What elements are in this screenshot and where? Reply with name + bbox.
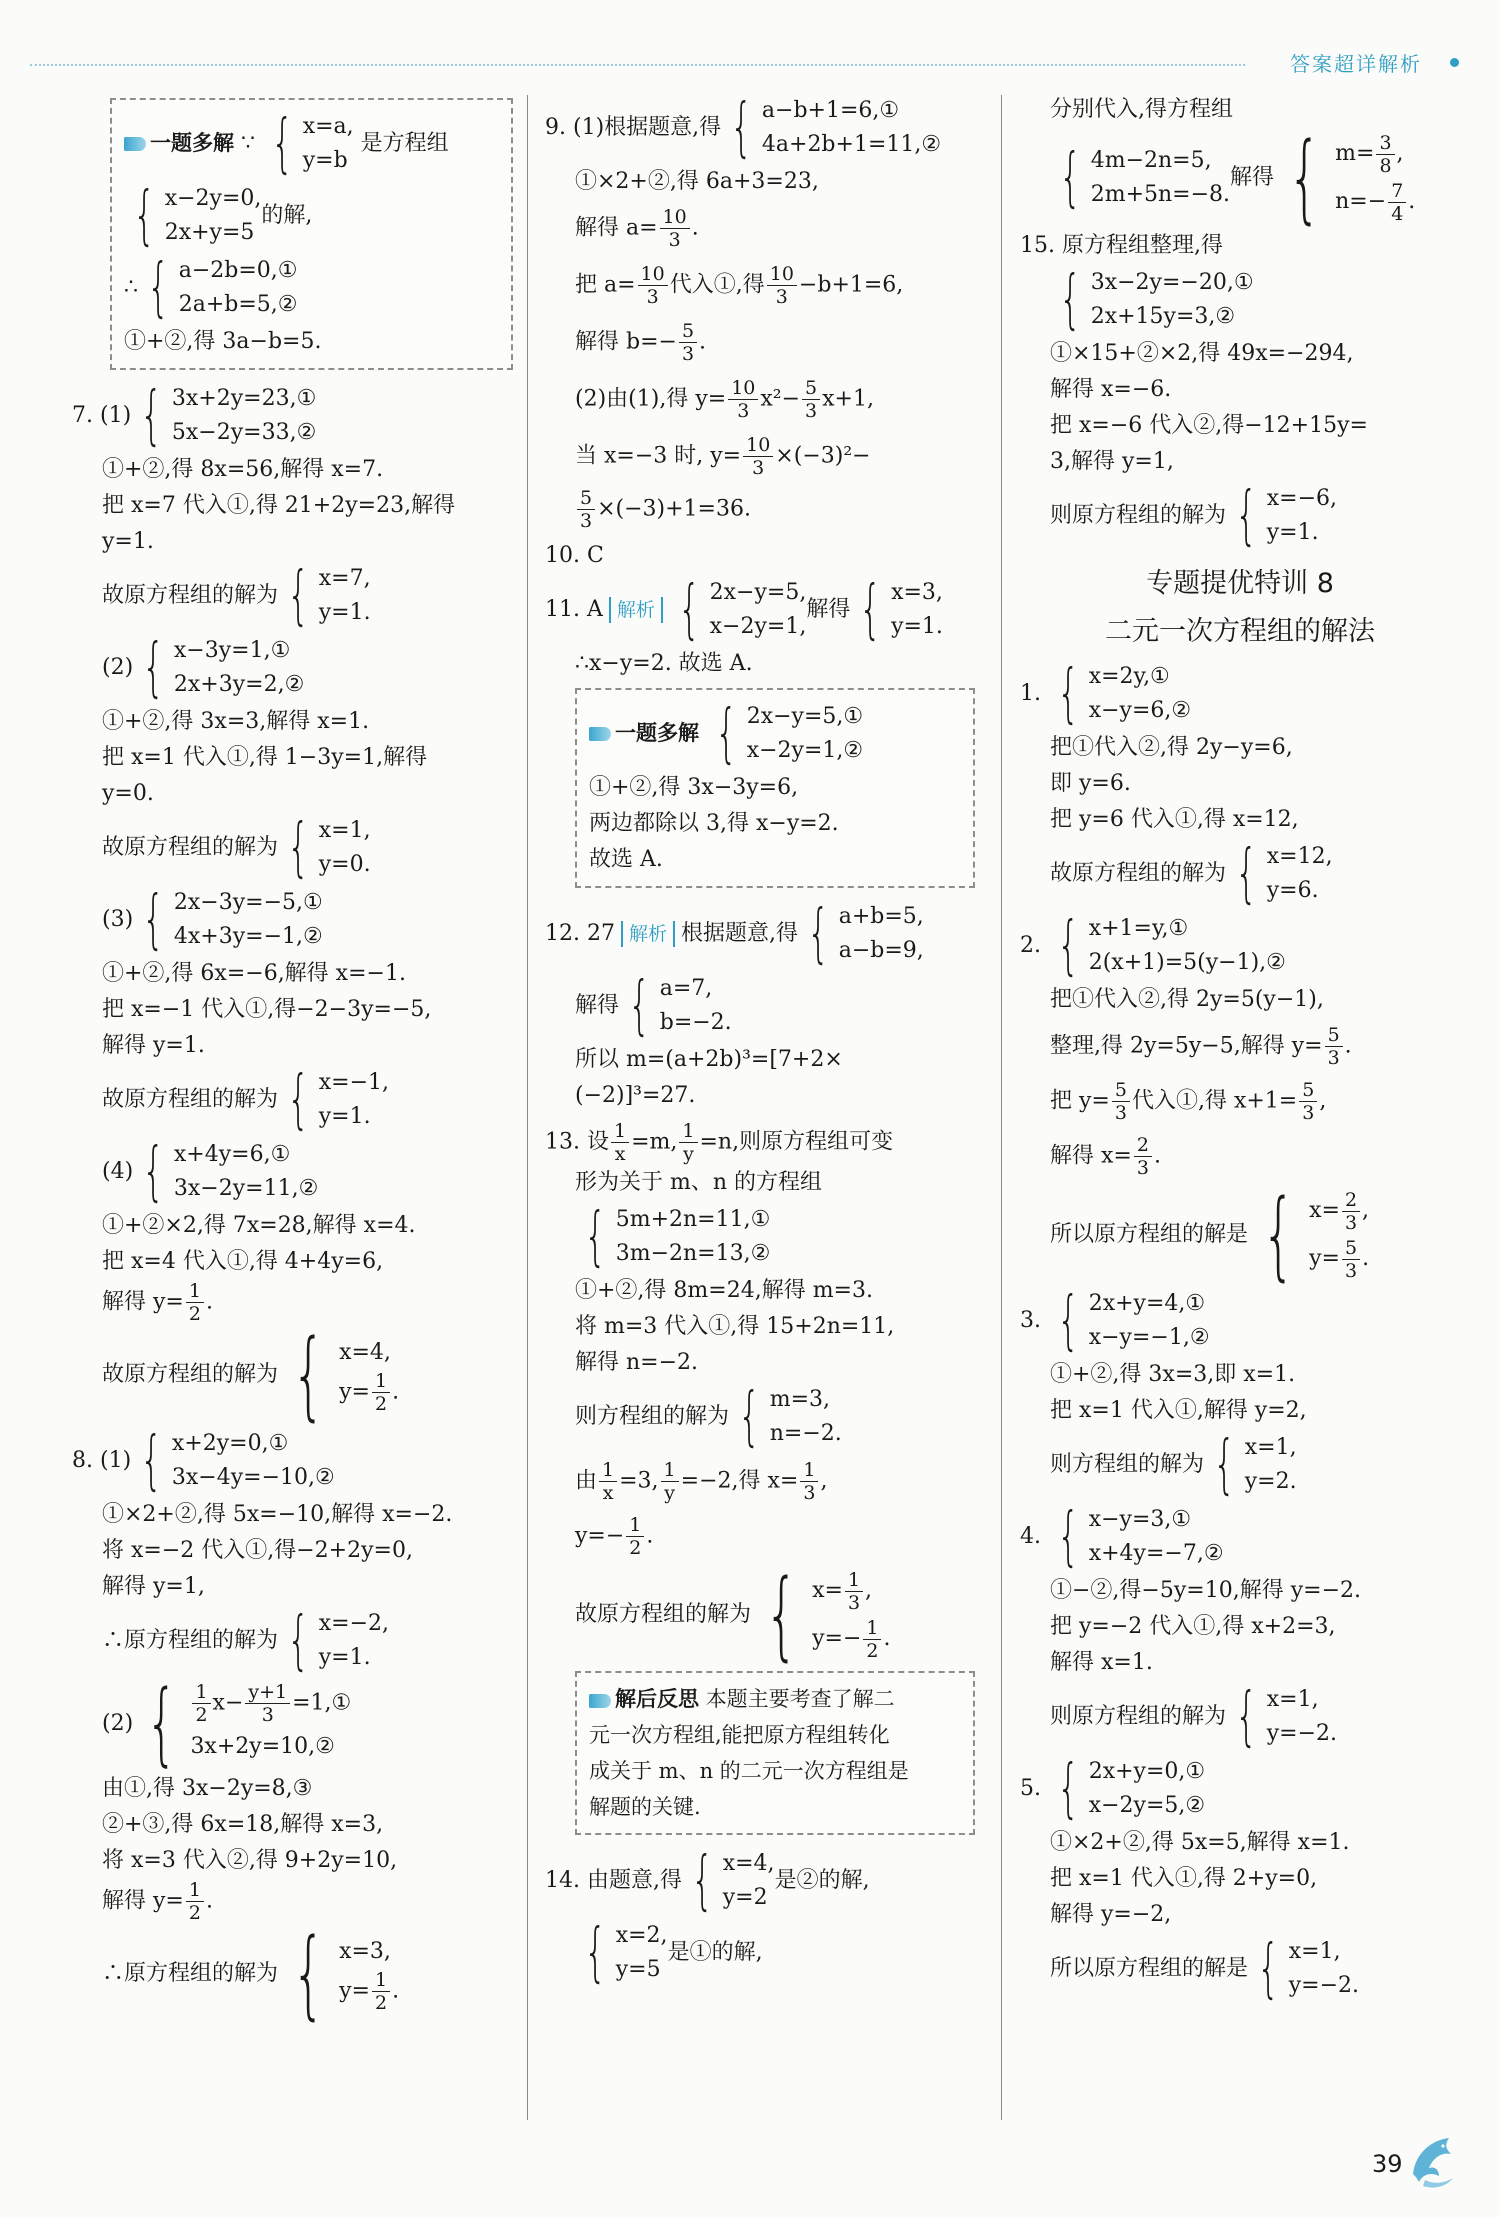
text: 的解, — [261, 203, 313, 228]
equation-system: { 2x−3y=−5,① 4x+3y=−1,② — [142, 883, 323, 957]
text-line: 把 x=−1 代入①,得−2−3y=−5, — [102, 997, 432, 1022]
column-3 — [1020, 92, 1460, 2005]
special-question-5: 5. { 2x+y=0,① x−2y=5,② ①×2+②,得 5x=5,解得 x=1. 把 x=1 代入①,得 2+y=0, 解得 y=−2, 所以原方程组的解是 { x=1, y=−2. — [1020, 1753, 1460, 2005]
solution-system: { x=−2, y=1. — [287, 1604, 389, 1678]
tag-icon — [589, 1694, 611, 1708]
special-question-1: 1. { x=2y,① x−y=6,② 把①代入②,得 2y−y=6, 即 y=6. 把 y=6 代入①,得 x=12, 故原方程组的解为 { x=12, y=6. — [1020, 658, 1460, 910]
solution-system: { x=1, y=0. — [287, 811, 371, 885]
text-line: 把①代入②,得 2y−y=6, — [1050, 735, 1293, 760]
question-10: 10. C — [545, 543, 604, 568]
text-line: 解得 y=1, — [102, 1574, 205, 1599]
section-title: 专题提优特训 8 — [1146, 568, 1334, 599]
solution-system: { x=7, y=1. — [287, 559, 371, 633]
equation-system: { 3x+2y=23,① 5x−2y=33,② — [140, 379, 317, 453]
box-multi-solution-1 — [110, 98, 513, 370]
special-question-4: 4. { x−y=3,① x+4y=−7,② ①−②,得−5y=10,解得 y=−2. 把 y=−2 代入①,得 x+2=3, 解得 x=1. 则原方程组的解为 { x=1, y=−2. — [1020, 1501, 1460, 1753]
equation-system: { x+2y=0,① 3x−4y=−10,② — [140, 1424, 335, 1498]
text-line: ①+②,得 3x=3,解得 x=1. — [102, 709, 370, 734]
text-line: 分别代入,得方程组 — [1050, 97, 1233, 122]
solution-system: { x=4, y= $\frac{1}{2}$ . — [291, 1319, 400, 1431]
question-14: 14. 由题意,得 { x=4, y=2 是②的解, { x=2, y=5 是①的解, — [545, 1844, 870, 1990]
text-line: 把①代入②,得 2y=5(y−1), — [1050, 987, 1324, 1012]
text-line: 将 m=3 代入①,得 15+2n=11, — [575, 1314, 895, 1339]
text-line: ②+③,得 6x=18,解得 x=3, — [102, 1812, 384, 1837]
text-line: ①×2+②,得 5x=5,解得 x=1. — [1050, 1830, 1350, 1855]
tag-icon — [124, 137, 146, 151]
equation-system: { a−2b=0,① 2a+b=5,② — [147, 251, 298, 325]
text-line: 所以 m=(a+2b)³=[7+2× — [575, 1047, 843, 1072]
text: 是方程组 — [360, 131, 449, 156]
equation-system: { $\frac{1}{2}$ x− $\frac{y+1}{3}$ =1,① 3x+2y=10,② — [146, 1671, 352, 1776]
text-line: ①×2+②,得 6a+3=23, — [575, 169, 819, 194]
equation-system: { x+4y=6,① 3x−2y=11,② — [142, 1135, 319, 1209]
tag-icon — [589, 727, 611, 741]
text-line: 形为关于 m、n 的方程组 — [575, 1170, 823, 1195]
text-line: 由①,得 3x−2y=8,③ — [102, 1776, 313, 1801]
header-rule — [30, 64, 1245, 66]
solution-system: { x=3, y= $\frac{1}{2}$ . — [291, 1918, 400, 2030]
column-1 — [72, 92, 512, 2030]
dolphin-icon — [1405, 2132, 1461, 2192]
equation-system: { x−3y=1,① 2x+3y=2,② — [142, 631, 305, 705]
text-line: 两边都除以 3,得 x−y=2. — [589, 811, 839, 836]
question-14-continued: 分别代入,得方程组 { 4m−2n=5, 2m+5n=−8. 解得 { m= $\frac{3}{8}$ , n=− $\frac{7}{4}$ . — [1020, 92, 1460, 228]
text-line: y=1. — [102, 529, 154, 554]
equation-system: { a−b+1=6,① 4a+2b+1=11,② — [730, 91, 942, 165]
text-line: ∴x−y=2. 故选 A. — [575, 651, 753, 676]
special-question-2: 2. { x+1=y,① 2(x+1)=5(y−1),② 把①代入②,得 2y=5(y−1), 整理,得 2y=5y−5,解得 y= $\frac{5}{3}$ . 把 y= $\frac{5}{3}$ 代入①,得 x+1= $\frac{5}{3}$ , 解得 x= $\frac{2}{3}$ . 所以原方程组的解是 { x= $\frac{2}{3}$ , y= $\frac{5}{3}$ . — [1020, 910, 1460, 1285]
question-9: 9. (1)根据题意,得 { a−b+1=6,① 4a+2b+1=11,② ①×2+②,得 6a+3=23, 解得 a= $\frac{10}{3}$ . 把 a= $\frac{10}{3}$ 代入①,得 $\frac{10}{3}$ −b+1=6, 解得 b=− $\frac{5}{3}$ . (2)由(1),得 y= $\frac{10}{3}$ x²− $\frac{5}{3}$ x+1, 当 x=−3 时, y= $\frac{10}{3}$ ×(−3)²− $\frac{5}{3}$ ×(−3)+1=36. — [545, 92, 985, 532]
text-line: 即 y=6. — [1050, 771, 1131, 796]
text-line: ①+②×2,得 7x=28,解得 x=4. — [102, 1213, 416, 1238]
text-line: 元一次方程组,能把原方程组转化 — [589, 1723, 890, 1747]
section-subtitle: 二元一次方程组的解法 — [1105, 616, 1375, 647]
text-line: 将 x=3 代入②,得 9+2y=10, — [102, 1848, 398, 1873]
analysis-tag: 解析 — [609, 597, 663, 623]
text-line: 解得 n=−2. — [575, 1350, 699, 1375]
text-line: 把 x=4 代入①,得 4+4y=6, — [102, 1249, 384, 1274]
text-line: (−2)]³=27. — [575, 1083, 696, 1108]
text-line: 把 x=−6 代入②,得−12+15y= — [1050, 413, 1368, 438]
text-line: 把 x=7 代入①,得 21+2y=23,解得 — [102, 493, 456, 518]
box-multi-solution-2: 一题多解 { 2x−y=5,① x−2y=1,② ①+②,得 3x−3y=6, 两边都除以 3,得 x−y=2. 故选 A. — [575, 688, 975, 888]
question-7: 7. (1) { 3x+2y=23,① 5x−2y=33,② ①+②,得 8x=56,解得 x=7. 把 x=7 代入①,得 21+2y=23,解得 y=1. 故原方程组的解为 { x=7, y=1. (2) { x−3y=1,① 2x+3y=2,② ①+②,得 3x=3,解得 x=1. 把 x=1 代入①,得 1−3y=1,解得 y=0. 故原方程组的解为 { x=1, y=0. (3) { 2x−3y=−5,① 4x+3y=−1,② ①+②,得 6x=−6,解得 x=−1. 把 x=−1 代入①,得−2−3y=−5, 解得 y=1. 故原方程组的解为 { x=−1, y=1. (4) { x+4y=6,① 3x−2y=11,② ①+②×2,得 7x=28,解得 x=4. 把 x=4 代入①,得 4+4y=6, 解得 y= $\frac{1}{2}$ . 故原方程组的解为 { x=4, y= $\frac{1}{2}$ . — [72, 380, 512, 1425]
therefore-symbol: ∴ — [124, 275, 138, 300]
special-question-3: 3. { 2x+y=4,① x−y=−1,② ①+②,得 3x=3,即 x=1. 把 x=1 代入①,解得 y=2, 则方程组的解为 { x=1, y=2. — [1020, 1285, 1460, 1501]
text-line: 故选 A. — [589, 847, 663, 872]
text-line: 解得 x=1. — [1050, 1650, 1153, 1675]
text-line: 3,解得 y=1, — [1050, 449, 1174, 474]
text-line: ①+②,得 8m=24,解得 m=3. — [575, 1278, 873, 1303]
text-line: 把 y=−2 代入①,得 x+2=3, — [1050, 1614, 1336, 1639]
fraction: $\frac{1}{2}$ — [186, 1879, 204, 1924]
text-line: ①+②,得 6x=−6,解得 x=−1. — [102, 961, 406, 986]
box-tag: 一题多解 — [150, 131, 234, 155]
text-line: 将 x=−2 代入①,得−2+2y=0, — [102, 1538, 413, 1563]
page-number: 39 — [1372, 2150, 1403, 2178]
because-symbol: ∵ — [241, 131, 255, 156]
text-line: ①+②,得 3x=3,即 x=1. — [1050, 1362, 1296, 1387]
question-11: 11. A 解析 { 2x−y=5, x−2y=1, 解得 { x=3, y=1. ∴x−y=2. 故选 A. 一题多解 { 2x−y=5,① x−2y=1,② ①+②,得 3x−3y=6, 两边都除以 3,得 x−y=2. 故选 A. — [545, 574, 985, 888]
analysis-tag: 解析 — [621, 921, 675, 947]
question-15: 15. 原方程组整理,得 { 3x−2y=−20,① 2x+15y=3,② ①×15+②×2,得 49x=−294, 解得 x=−6. 把 x=−6 代入②,得−12+15y= 3,解得 y=1, 则原方程组的解为 { x=−6, y=1. — [1020, 228, 1460, 552]
text-line: ①×2+②,得 5x=−10,解得 x=−2. — [102, 1502, 453, 1527]
text-line: 把 x=1 代入①,解得 y=2, — [1050, 1398, 1307, 1423]
column-2 — [545, 92, 985, 1989]
text-line: 把 x=1 代入①,得 2+y=0, — [1050, 1866, 1318, 1891]
text-line: 把 y=6 代入①,得 x=12, — [1050, 807, 1299, 832]
column-divider-1 — [527, 95, 528, 2120]
text-line: ①+②,得 8x=56,解得 x=7. — [102, 457, 384, 482]
header-dot — [1450, 58, 1459, 67]
equation-system: { x=a, y=b — [271, 107, 354, 181]
text-line: ①−②,得−5y=10,解得 y=−2. — [1050, 1578, 1361, 1603]
text-line: ①×15+②×2,得 49x=−294, — [1050, 341, 1354, 366]
text-line: 把 x=1 代入①,得 1−3y=1,解得 — [102, 745, 428, 770]
question-13: 13. 设 $\frac{1}{x}$ =m, $\frac{1}{y}$ =n,则原方程组可变 形为关于 m、n 的方程组 { 5m+2n=11,① 3m−2n=13,② ①+②,得 8m=24,解得 m=3. 将 m=3 代入①,得 15+2n=11, 解得 n=−2. 则方程组的解为 { m=3, n=−2. 由 $\frac{1}{x}$ =3, $\frac{1}{y}$ =−2,得 x= $\frac{1}{3}$ , y=− $\frac{1}{2}$ . 故原方程组的解为 { x= $\frac{1}{3}$ , y=− $\frac{1}{2}$ . 解后反思 本题主要考查了解二 元一次方程组,能把原方程组转化 成关于 m、n 的二元一次方程组是 解题的关键. — [545, 1120, 985, 1835]
text-line: 解得 y=−2, — [1050, 1902, 1172, 1927]
column-divider-2 — [1001, 95, 1002, 2120]
text-line: 解题的关键. — [589, 1795, 701, 1819]
text-line: ①+②,得 3x−3y=6, — [589, 775, 799, 800]
fraction: $\frac{1}{2}$ — [186, 1280, 204, 1325]
text-line: 解得 y=1. — [102, 1033, 205, 1058]
box-reflection: 解后反思 本题主要考查了解二 元一次方程组,能把原方程组转化 成关于 m、n 的二元一次方程组是 解题的关键. — [575, 1671, 975, 1835]
text-line: y=0. — [102, 781, 154, 806]
text-line: ①+②,得 3a−b=5. — [124, 329, 322, 354]
equation-system: { x−2y=0, 2x+y=5 — [133, 179, 262, 253]
header-title: 答案超详解析 — [1290, 52, 1422, 76]
question-12: 12. 27 解析 根据题意,得 { a+b=5, a−b=9, 解得 { a=7, b=−2. 所以 m=(a+2b)³=[7+2× (−2)]³=27. — [545, 898, 985, 1114]
solution-system: { x=−1, y=1. — [287, 1063, 389, 1137]
text-line: 解得 x=−6. — [1050, 377, 1172, 402]
question-8: 8. (1) { x+2y=0,① 3x−4y=−10,② ①×2+②,得 5x=−10,解得 x=−2. 将 x=−2 代入①,得−2+2y=0, 解得 y=1, ∴原方程组的解为 { x=−2, y=1. (2) { $\frac{1}{2}$ x− $\frac{y+1}{3}$ =1,① 3x+2y=10,② 由①,得 3x−2y=8,③ ②+③,得 6x=18,解得 x=3, 将 x=3 代入②,得 9+2y=10, 解得 y= $\frac{1}{2}$ . ∴原方程组的解为 { x=3, y= $\frac{1}{2}$ . — [72, 1425, 512, 2024]
text-line: 成关于 m、n 的二元一次方程组是 — [589, 1759, 909, 1783]
